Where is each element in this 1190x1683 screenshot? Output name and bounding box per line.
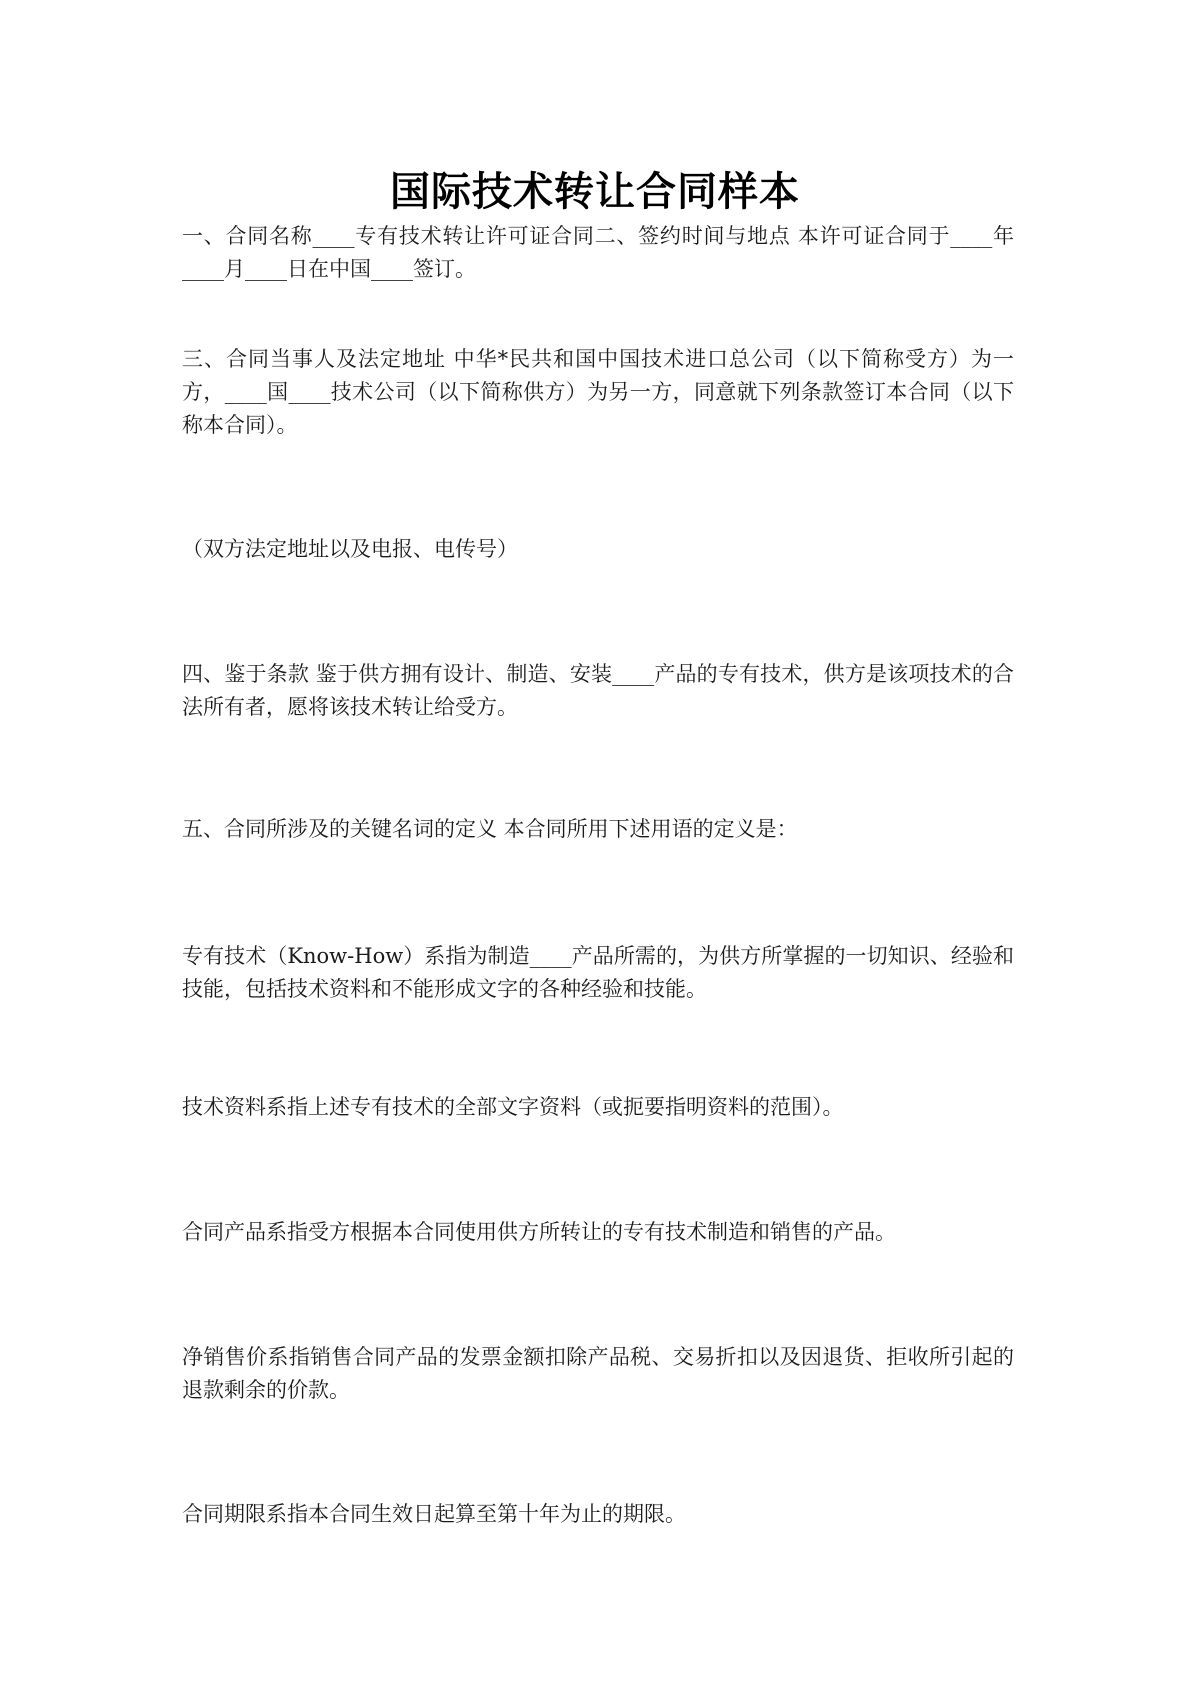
paragraph-know-how-definition: 专有技术（Know-How）系指为制造____产品所需的，为供方所掌握的一切知识、经验和技能，包括技术资料和不能形成文字的各种经验和技能。: [182, 944, 1014, 1001]
paragraph-net-sales-price-definition: 净销售价系指销售合同产品的发票金额扣除产品税、交易折扣以及因退货、拒收所引起的退款剩余的价款。: [182, 1345, 1014, 1402]
paragraph-technical-documents-definition: 技术资料系指上述专有技术的全部文字资料（或扼要指明资料的范围）。: [182, 1095, 844, 1119]
paragraph-parties-and-addresses: 三、合同当事人及法定地址 中华*民共和国中国技术进口总公司（以下简称受方）为一方，____国____技术公司（以下简称供方）为另一方，同意就下列条款签订本合同（以下称本合同）。: [182, 347, 1014, 437]
document-title: 国际技术转让合同样本: [390, 169, 800, 215]
paragraph-whereas-clause: 四、鉴于条款 鉴于供方拥有设计、制造、安装____产品的专有技术，供方是该项技术的合法所有者，愿将该技术转让给受方。: [182, 662, 1014, 719]
paragraph-definitions-heading: 五、合同所涉及的关键名词的定义 本合同所用下述用语的定义是：: [182, 817, 798, 841]
paragraph-legal-addresses-note: （双方法定地址以及电报、电传号）: [182, 537, 518, 561]
paragraph-contract-name-and-signing: 一、合同名称____专有技术转让许可证合同二、签约时间与地点 本许可证合同于____年____月____日在中国____签订。: [182, 224, 1014, 281]
paragraph-contract-term-definition: 合同期限系指本合同生效日起算至第十年为止的期限。: [182, 1502, 686, 1526]
paragraph-contract-product-definition: 合同产品系指受方根据本合同使用供方所转让的专有技术制造和销售的产品。: [182, 1220, 896, 1244]
